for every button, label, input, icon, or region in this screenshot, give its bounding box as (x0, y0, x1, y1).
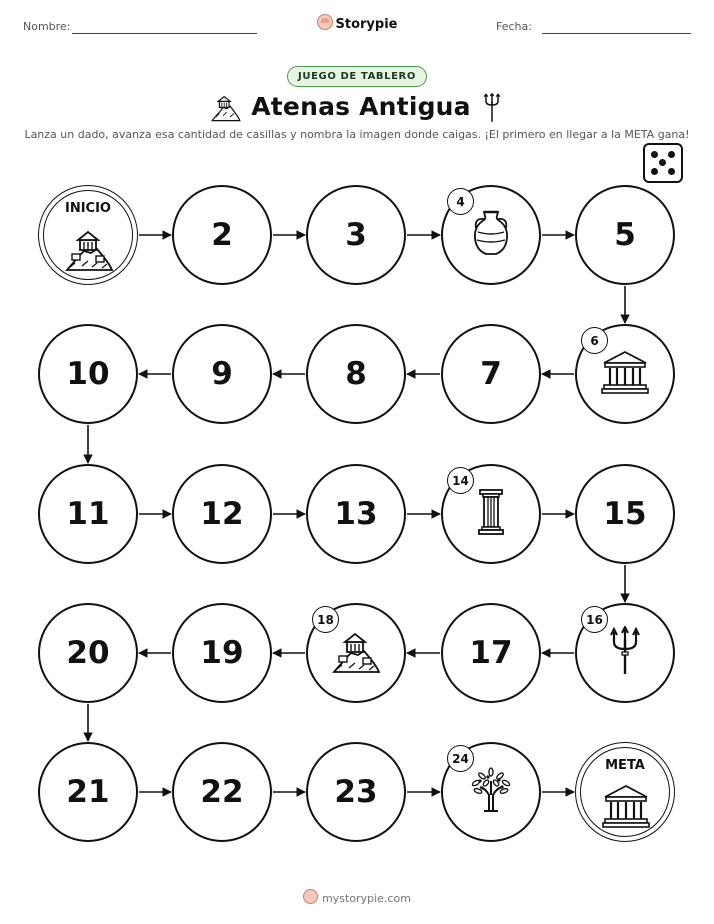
board-space-12 (172, 464, 272, 564)
space-number-badge: 6 (581, 327, 608, 354)
amphora-icon (466, 208, 516, 263)
game-type-badge: JUEGO DE TABLERO (287, 66, 427, 87)
space-number-badge: 4 (447, 188, 474, 215)
date-label: Fecha: (496, 20, 532, 33)
board-space-8 (306, 324, 406, 424)
instructions: Lanza un dado, avanza esa cantidad de casillas y nombra la imagen donde caigas. ¡El primero en llegar a la META gana! (24, 128, 690, 141)
board-space-19 (172, 603, 272, 703)
space-number: 21 (66, 774, 110, 810)
board-space-4 (441, 185, 541, 285)
space-number: 19 (200, 635, 244, 671)
column-icon (466, 487, 516, 542)
board-space-13 (306, 464, 406, 564)
footer-url: mystorypie.com (322, 892, 411, 905)
space-number: 17 (469, 635, 513, 671)
board-space-22 (172, 742, 272, 842)
board-space-11 (38, 464, 138, 564)
board-space-meta (575, 742, 675, 842)
space-number: 23 (334, 774, 378, 810)
space-number: 11 (66, 496, 110, 532)
finish-label: META (605, 758, 645, 773)
acropolis-icon (64, 224, 114, 279)
trident-icon (600, 626, 650, 681)
title-text: Atenas Antigua (251, 92, 471, 121)
board-space-17 (441, 603, 541, 703)
acropolis-icon (331, 626, 381, 681)
name-label: Nombre: (23, 20, 71, 33)
board-space-21 (38, 742, 138, 842)
board-space-24 (441, 742, 541, 842)
board-space-18 (306, 603, 406, 703)
space-number: 2 (211, 217, 233, 253)
space-number-badge: 16 (581, 606, 608, 633)
footer (0, 889, 714, 905)
storypie-logo-icon (303, 889, 318, 904)
board-space-20 (38, 603, 138, 703)
space-number-badge: 24 (447, 745, 474, 772)
board-space-2 (172, 185, 272, 285)
board-space-7 (441, 324, 541, 424)
olive-tree-icon (466, 765, 516, 820)
board-space-6 (575, 324, 675, 424)
space-number: 13 (334, 496, 378, 532)
board-space-10 (38, 324, 138, 424)
space-number-badge: 18 (312, 606, 339, 633)
board-space-15 (575, 464, 675, 564)
board-space-9 (172, 324, 272, 424)
board-space-23 (306, 742, 406, 842)
board-space-5 (575, 185, 675, 285)
space-number-badge: 14 (447, 467, 474, 494)
space-number: 5 (614, 217, 636, 253)
temple-icon (600, 347, 650, 402)
temple-icon (601, 781, 651, 836)
space-number: 10 (66, 356, 110, 392)
board-space-14 (441, 464, 541, 564)
board-space-inicio (38, 185, 138, 285)
space-number: 8 (345, 356, 367, 392)
space-number: 12 (200, 496, 244, 532)
board-space-16 (575, 603, 675, 703)
space-number: 9 (211, 356, 233, 392)
brand-name: Storypie (335, 17, 398, 32)
board-space-3 (306, 185, 406, 285)
start-label: INICIO (65, 201, 111, 216)
space-number: 15 (603, 496, 647, 532)
space-number: 3 (345, 217, 367, 253)
space-number: 22 (200, 774, 244, 810)
space-number: 20 (66, 635, 110, 671)
space-number: 7 (480, 356, 502, 392)
